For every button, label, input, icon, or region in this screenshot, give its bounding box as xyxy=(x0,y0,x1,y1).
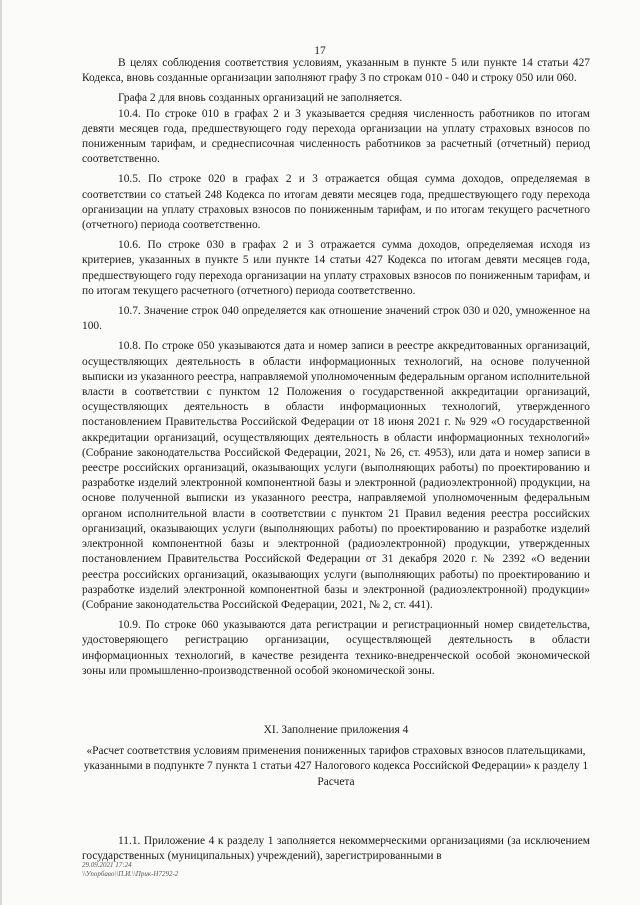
scan-edge xyxy=(0,0,2,905)
section-subheading: «Расчет соответствия условиям применения пониженных тарифов страховых взносов плательщиками, указанными в подпункте 7 пункта 1 статьи 427 Налогового кодекса Российской Федерации» к разделу 1 Расчета xyxy=(83,745,589,788)
document-footer xyxy=(82,861,178,879)
document-body xyxy=(82,56,590,864)
paragraph-column-2: Графа 2 для вновь созданных организаций не заполняется. xyxy=(118,92,403,105)
paragraph-10-9: 10.9. По строке 060 указываются дата регистрации и регистрационный номер свидетельства, удостоверяющего регистрацию организации, осуществляющей деятельность в области информационных технологий, в качестве резидента технико-внедренческой особой экономической зоны или промышленно-производственной особой экономической зоны. xyxy=(82,619,590,677)
footer-reference: \\Упорбаво\\П.И.\\Прик-Н7292-2 xyxy=(82,870,179,878)
page-number: 17 xyxy=(314,45,326,57)
paragraph-10-6: 10.6. По строке 030 в графах 2 и 3 отражается сумма доходов, определяемая исходя из критериев, указанных в пункте 5 или пункте 14 статьи 427 Кодекса по итогам девяти месяцев года, предшествующего году перехода организации на уплату страховых взносов по пониженным тарифам, и по итогам текущего расчетного (отчетного) периода соответственно. xyxy=(82,239,590,297)
paragraph-intro: В целях соблюдения соответствия условиям, указанным в пункте 5 или пункте 14 статьи 427 Кодекса, вновь созданные организации заполняют графу 3 по строкам 010 - 040 и строку 050 или 060. xyxy=(82,57,590,85)
footer-timestamp: 29.09.2021 17:24 xyxy=(82,861,132,869)
paragraph-10-8: 10.8. По строке 050 указываются дата и номер записи в реестре аккредитованных организаций, осуществляющих деятельность в области информационных технологий, на основе полученной выписки из указанного реестра, направляемой уполномоченным федеральным органом исполнительной власти в соответствии с пунктом 12 Положения о государственной аккредитации организаций, осуществляющих деятельность в области информационных технологий, утвержденного постановлением Правительства Российской Федерации от 18 июня 2021 г. № 929 «О государственной аккредитации организаций, осуществляющих деятельность в области информационных технологий» (Собрание законодательства Российской Федерации, 2021, № 26, ст. 4953), или дата и номер записи в реестре российских организаций, оказывающих услуги (выполняющих работы) по проектированию и разработке изделий электронной компонентной базы и электронной (радиоэлектронной) продукции, на основе полученной выписки из указанного реестра, направляемой уполномоченным федеральным органом исполнительной власти в соответствии с пунктом 21 Правил ведения реестра российских организаций, оказывающих услуги (выполняющих работы) по проектированию и разработке изделий электронной компонентной базы и электронной (радиоэлектронной) продукции, утвержденных постановлением Правительства Российской Федерации от 31 декабря 2020 г. № 2392 «О ведении реестра российских организаций, оказывающих услуги (выполняющих работы) по проектированию и разработке изделий электронной компонентной базы и электронной (радиоэлектронной) продукции» (Собрание законодательства Российской Федерации, 2021, № 2, ст. 441). xyxy=(82,340,590,611)
section-heading: XI. Заполнение приложения 4 xyxy=(263,723,409,736)
paragraph-11-1: 11.1. Приложение 4 к разделу 1 заполняется некоммерческими организациями (за исключением государственных (муниципальных) учреждений), зарегистрированными в xyxy=(82,834,590,862)
paragraph-10-4: 10.4. По строке 010 в графах 2 и 3 указывается средняя численность работников по итогам девяти месяцев года, предшествующего году перехода организации на уплату страховых взносов по пониженным тарифам, и среднесписочная численность работников за расчетный (отчетный) период соответственно. xyxy=(82,107,590,166)
paragraph-10-7: 10.7. Значение строк 040 определяется как отношение значений строк 030 и 020, умноженное на 100. xyxy=(82,305,590,333)
paragraph-10-5: 10.5. По строке 020 в графах 2 и 3 отражается общая сумма доходов, определяемая в соответствии со статьей 248 Кодекса по итогам девяти месяцев года, предшествующего году перехода организации на уплату страховых взносов по пониженным тарифам, и по итогам текущего расчетного (отчетного) периода соответственно. xyxy=(82,173,590,232)
